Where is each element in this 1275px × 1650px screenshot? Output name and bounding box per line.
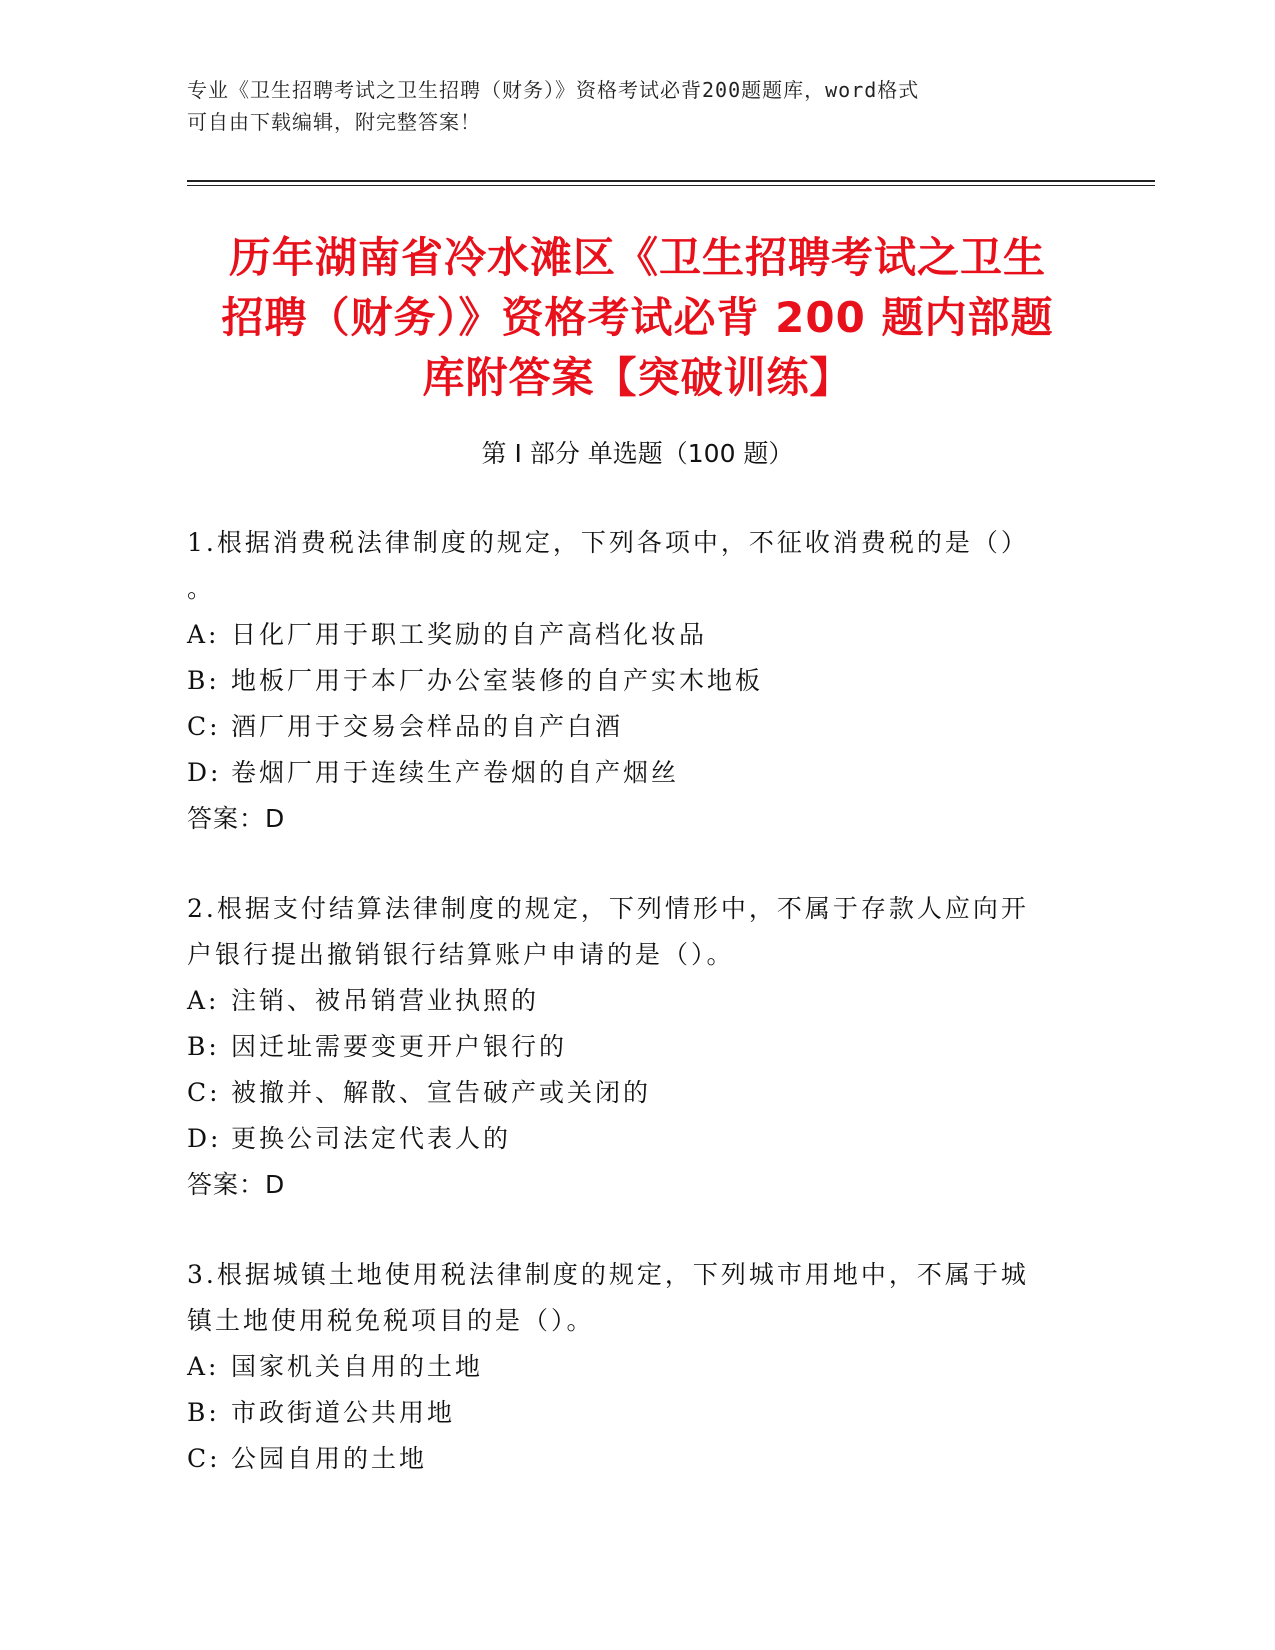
option-label: D:: [187, 758, 222, 787]
option-label: D:: [187, 1124, 222, 1153]
option-label: A:: [187, 1352, 220, 1381]
answer: 答案：D: [187, 804, 286, 833]
question-2: [187, 886, 1067, 1208]
header-rule-thin: [187, 185, 1155, 186]
option-b: [187, 658, 1067, 704]
option-c: [187, 1070, 1067, 1116]
question-1: [187, 520, 1067, 842]
option-a: [187, 612, 1067, 658]
question-list: [187, 520, 1067, 1526]
document-title: [150, 228, 1125, 408]
option-text: 日化厂用于职工奖励的自产高档化妆品: [231, 620, 708, 649]
question-3: [187, 1252, 1067, 1482]
document-title-line1: 历年湖南省冷水滩区《卫生招聘考试之卫生: [228, 233, 1046, 282]
option-d: [187, 750, 1067, 796]
option-text: 更换公司法定代表人的: [231, 1124, 512, 1153]
section-title: 第 I 部分 单选题（100 题）: [481, 439, 794, 468]
option-text: 被撤并、解散、宣告破产或关闭的: [231, 1078, 652, 1107]
option-label: C:: [187, 1078, 221, 1107]
answer: 答案：D: [187, 1170, 286, 1199]
option-label: B:: [187, 666, 220, 695]
option-b: [187, 1024, 1067, 1070]
document-title-line3: 库附答案【突破训练】: [422, 353, 853, 402]
document-title-line2: 招聘（财务）》资格考试必背 200 题内部题: [221, 293, 1054, 342]
option-text: 因迁址需要变更开户银行的: [231, 1032, 568, 1061]
option-c: [187, 704, 1067, 750]
option-label: A:: [187, 620, 220, 649]
question-stem: 2.根据支付结算法律制度的规定，下列情形中，不属于存款人应向开: [187, 894, 1029, 923]
header-note: [187, 74, 1087, 138]
option-text: 酒厂用于交易会样品的自产白酒: [231, 712, 624, 741]
option-a: [187, 1344, 1067, 1390]
header-rule-thick: [187, 180, 1155, 182]
option-text: 国家机关自用的土地: [231, 1352, 484, 1381]
option-d: [187, 1116, 1067, 1162]
option-label: A:: [187, 986, 220, 1015]
option-label: B:: [187, 1398, 220, 1427]
question-stem: 3.根据城镇土地使用税法律制度的规定，下列城市用地中，不属于城: [187, 1260, 1029, 1289]
question-stem-continued: 镇土地使用税免税项目的是（）。: [187, 1306, 595, 1335]
option-c: [187, 1436, 1067, 1482]
header-note-line1: 专业《卫生招聘考试之卫生招聘（财务）》资格考试必背200题题库，word格式: [187, 78, 920, 102]
option-text: 注销、被吊销营业执照的: [231, 986, 540, 1015]
question-stem: 1.根据消费税法律制度的规定，下列各项中，不征收消费税的是（）: [187, 528, 1029, 557]
option-label: C:: [187, 712, 221, 741]
option-b: [187, 1390, 1067, 1436]
option-label: C:: [187, 1444, 221, 1473]
option-text: 地板厂用于本厂办公室装修的自产实木地板: [231, 666, 764, 695]
question-stem-continued: 。: [187, 574, 216, 603]
question-stem-continued: 户银行提出撤销银行结算账户申请的是（）。: [187, 940, 735, 969]
option-a: [187, 978, 1067, 1024]
header-note-line2: 可自由下载编辑，附完整答案！: [187, 110, 481, 134]
option-text: 公园自用的土地: [231, 1444, 428, 1473]
option-text: 市政街道公共用地: [231, 1398, 456, 1427]
option-label: B:: [187, 1032, 220, 1061]
option-text: 卷烟厂用于连续生产卷烟的自产烟丝: [231, 758, 680, 787]
